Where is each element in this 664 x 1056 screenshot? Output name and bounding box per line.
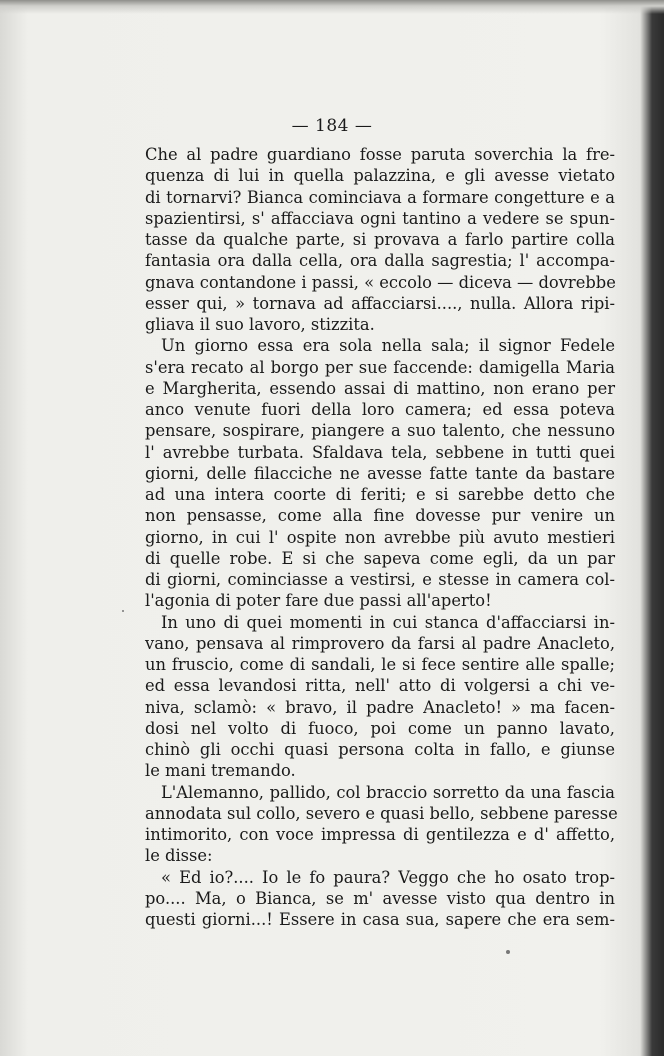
text-line: questi giorni...! Essere in casa sua, sapere che era sem- <box>145 910 615 929</box>
paper-speck <box>506 950 510 954</box>
text-line: intimorito, con voce impressa di gentilezza e d' affetto, <box>145 825 615 844</box>
paragraph-start: L'Alemanno, pallido, col braccio sorretto da una fascia <box>161 782 615 802</box>
text-line: annodata sul collo, severo e quasi bello, sebbene paresse <box>145 803 618 823</box>
text-line: po.... Ma, o Bianca, se m' avesse visto qua dentro in <box>145 888 615 908</box>
body-text <box>145 144 618 930</box>
text-line: niva, sclamò: « bravo, il padre Anacleto! » ma facen- <box>145 697 615 717</box>
page-top-edge <box>0 0 664 14</box>
text-line: e Margherita, essendo assai di mattino, non erano per <box>145 378 615 398</box>
text-line: di giorni, cominciasse a vestirsi, e stesse in camera col- <box>145 570 615 589</box>
paper-speck <box>122 610 124 612</box>
text-line: un fruscio, come di sandali, le si fece sentire alle spalle; <box>145 655 615 674</box>
text-line: le disse: <box>145 846 213 866</box>
text-line: di tornarvi? Bianca cominciava a formare congetture e a <box>145 187 615 207</box>
text-line: vano, pensava al rimprovero da farsi al padre Anacleto, <box>145 633 615 653</box>
paragraph-start: Un giorno essa era sola nella sala; il signor Fedele <box>161 336 615 356</box>
text-line: s'era recato al borgo per sue faccende: damigella Maria <box>145 357 615 377</box>
text-line: quenza di lui in quella palazzina, e gli avesse vietato <box>145 166 615 186</box>
text-line: ad una intera coorte di feriti; e si sarebbe detto che <box>145 485 615 504</box>
paragraph-start: In uno di quei momenti in cui stanca d'affacciarsi in- <box>161 612 615 632</box>
text-line: giorno, in cui l' ospite non avrebbe più avuto mestieri <box>145 527 615 547</box>
text-line: pensare, sospirare, piangere a suo talento, che nessuno <box>145 421 615 441</box>
text-line: giorni, delle filacciche ne avesse fatte tante da bastare <box>145 463 615 483</box>
text-line: ed essa levandosi ritta, nell' atto di volgersi a chi ve- <box>145 676 615 696</box>
text-line: non pensasse, come alla fine dovesse pur venire un <box>145 506 615 526</box>
text-line: spazientirsi, s' affacciava ogni tantino a vedere se spun- <box>145 208 615 228</box>
text-line: fantasia ora dalla cella, ora dalla sagrestia; l' accompa- <box>145 251 615 271</box>
text-line: anco venute fuori della loro camera; ed essa poteva <box>145 400 615 419</box>
text-line: dosi nel volto di fuoco, poi come un panno lavato, <box>145 718 615 738</box>
text-line: le mani tremando. <box>145 761 296 781</box>
text-line: l'agonia di poter fare due passi all'aperto! <box>145 591 492 611</box>
text-line: gnava contandone i passi, « eccolo — diceva — dovrebbe <box>145 272 616 292</box>
text-line: esser qui, » tornava ad affacciarsi...., nulla. Allora ripi- <box>145 293 615 313</box>
text-line: Che al padre guardiano fosse paruta soverchia la fre- <box>145 145 615 164</box>
text-line: chinò gli occhi quasi persona colta in fallo, e giunse <box>145 740 615 759</box>
paragraph-start: « Ed io?.... Io le fo paura? Veggo che ho osato trop- <box>161 867 615 887</box>
text-line: gliava il suo lavoro, stizzita. <box>145 315 375 334</box>
text-line: di quelle robe. E si che sapeva come egli, da un par <box>145 548 615 568</box>
text-line: l' avrebbe turbata. Sfaldava tela, sebbene in tutti quei <box>145 442 615 462</box>
page-number: — 184 — <box>291 116 373 136</box>
text-line: tasse da qualche parte, si provava a farlo partire colla <box>145 230 615 249</box>
